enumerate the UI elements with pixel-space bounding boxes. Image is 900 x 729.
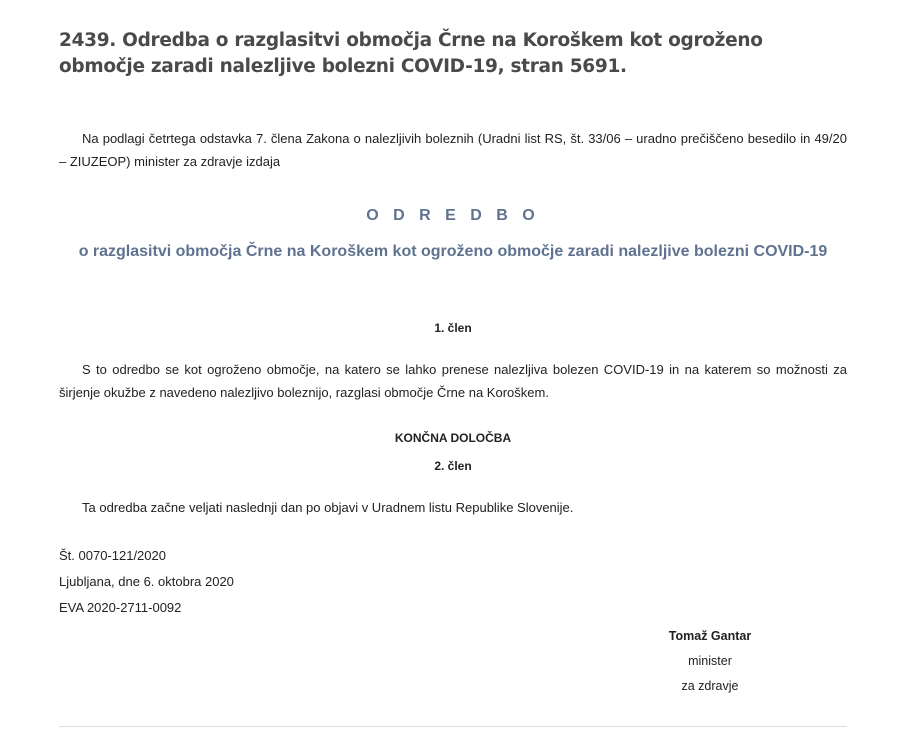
bottom-divider: [59, 726, 847, 727]
document-title: 2439. Odredba o razglasitvi območja Črne na Koroškem kot ogroženo območje zaradi nalezljive bolezni COVID-19, stran 5691.: [59, 30, 763, 77]
eva-number: EVA 2020-2711-0092: [59, 600, 182, 615]
signatory-title-line1: minister: [688, 654, 732, 668]
signature-block: [600, 624, 820, 699]
signatory-title-line2: za zdravje: [681, 679, 739, 693]
article-1-heading: 1. člen: [434, 321, 472, 335]
final-provision-heading: KONČNA DOLOČBA: [394, 431, 512, 445]
article-2-text: Ta odredba začne veljati naslednji dan po objavi v Uradnem listu Republike Slovenije.: [82, 500, 574, 515]
act-subject-heading: o razglasitvi območja Črne na Koroškem kot ogroženo območje zaradi nalezljive bolezni COVID-19: [78, 243, 828, 260]
article-1-text: S to odredbo se kot ogroženo območje, na katero se lahko prenese nalezljiva bolezen COVID-19 in na katerem so možnosti za širjenje okužbe z navedeno nalezljivo boleznijo, razglasi območje Črne na Koroškem.: [59, 362, 847, 400]
intro-paragraph: Na podlagi četrtega odstavka 7. člena Zakona o nalezljivih boleznih (Uradni list RS, št. 33/06 – uradno prečiščeno besedilo in 49/20 – ZIUZEOP) minister za zdravje izdaja: [59, 131, 847, 169]
place-date: Ljubljana, dne 6. oktobra 2020: [59, 574, 234, 589]
reference-number: Št. 0070-121/2020: [59, 548, 166, 563]
act-type-heading: O D R E D B O: [366, 207, 540, 224]
article-2-heading: 2. člen: [434, 459, 472, 473]
signatory-name: Tomaž Gantar: [668, 629, 752, 643]
